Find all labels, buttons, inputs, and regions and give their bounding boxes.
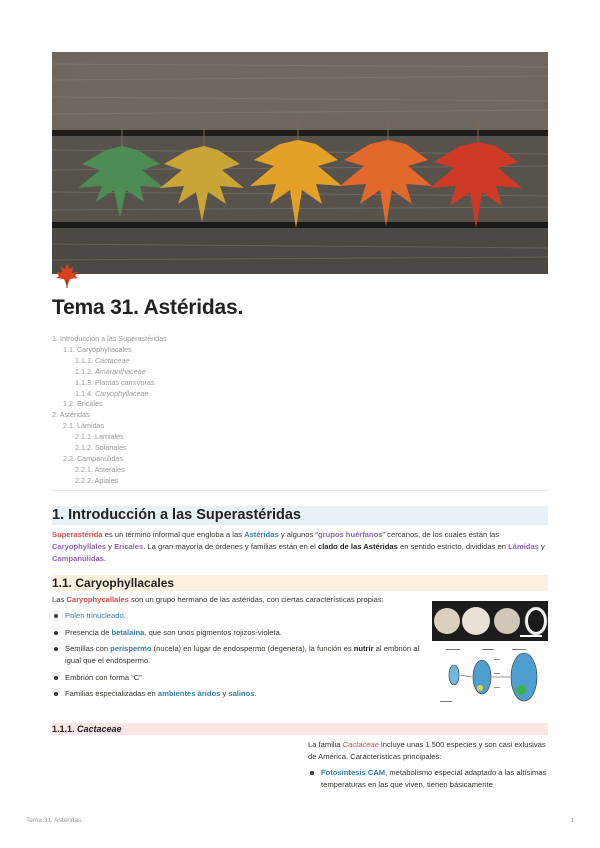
seed-diagram-image (432, 601, 548, 707)
bullet-list (52, 610, 424, 705)
toc-item[interactable]: 1.1.3. Plantas carnívoras (75, 377, 155, 387)
toc-item[interactable]: 2.1.2. Solanales (75, 443, 127, 453)
list-item: Familias especializadas en ambientes áridos y salinos. (52, 688, 424, 700)
toc-item[interactable]: 1.1. Caryophyllacales (63, 344, 132, 354)
cover-image (52, 52, 548, 274)
list-item: Embrión con forma “C” (52, 672, 424, 684)
toc-item[interactable]: 2.2.2. Apiales (75, 475, 119, 485)
footer-title: Tema 31. Astéridas. (26, 817, 84, 824)
page-title: Tema 31. Astéridas. (52, 296, 244, 319)
section-heading: 1. Introducción a las Superastéridas (52, 506, 548, 525)
paragraph: Superastérida es un término informal que engloba a las Astéridas y algunos “grupos huérfanos” cercanos, de los cuales están las Caryophyllales y Ericales. La gran mayoría de órdenes y familias están en el clado de las Astéridas en sentido estricto, divididas en Lámidas y Campanúlidas. (52, 530, 545, 563)
toc-item[interactable]: 1.1.2. Amaranthaceae (75, 366, 146, 376)
toc-item[interactable]: 1.2. Ericales (63, 399, 103, 409)
toc-item[interactable]: 2.1. Lámidas (63, 421, 105, 431)
autumn-leaves-photo (52, 52, 548, 274)
subsubsection-heading: 1.1.1. Cactaceae (52, 723, 548, 735)
toc-item[interactable]: 2. Astéridas (52, 410, 90, 420)
maple-leaf-icon (54, 262, 80, 288)
table-of-contents (52, 334, 548, 487)
list-item: Semillas con perispermo (nucela) en lugar de endospermo (degenera), la función es nutrir al embrión al igual que el endospermo. (52, 643, 424, 667)
list-item: Fotosíntesis CAM, metabolismo especial adaptado a las altísimas temperaturas en las que viven, tienen básicamente (308, 767, 548, 791)
toc-item[interactable]: 2.2. Campanúlidas (63, 453, 123, 463)
paragraph: La familia Cactaceae incluye unas 1.500 especies y son casi exlusivas de América. Características principales: (308, 740, 546, 761)
paragraph: Las Caryophycallales son un grupo hermano de las astéridas, con ciertas características propias: (52, 595, 384, 604)
subsection-heading: 1.1. Caryophyllacales (52, 575, 548, 591)
bullet-list (308, 767, 548, 791)
toc-item[interactable]: 2.1.1. Lamiales (75, 432, 124, 442)
toc-item[interactable]: 1.1.4. Caryophyllaceae (75, 388, 149, 398)
divider (52, 490, 548, 491)
list-item: Polen trinucleado. (52, 610, 424, 622)
toc-item[interactable]: 1.1.1. Cactaceae (75, 355, 130, 365)
list-item: Presencia de betalaína, que son unos pigmentos rojizos-violeta. (52, 627, 424, 639)
page-number: 1 (570, 817, 574, 824)
toc-item[interactable]: 1. Introducción a las Superastéridas (52, 334, 167, 343)
toc-item[interactable]: 2.2.1. Asterales (75, 464, 125, 474)
